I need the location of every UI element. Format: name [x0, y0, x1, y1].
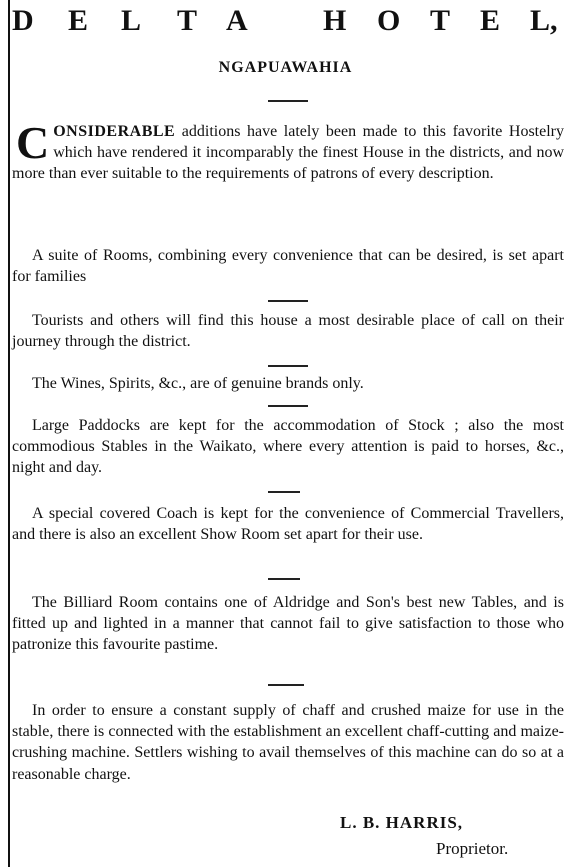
lead-word: ONSIDERABLE	[53, 123, 176, 140]
divider	[268, 300, 308, 302]
title-letter: E	[480, 4, 501, 37]
proprietor-role: Proprietor.	[436, 839, 509, 858]
paragraph-additions	[12, 117, 564, 185]
paragraph-text: additions have lately been made to this favorite Hostelry which have rendered it incomparably the finest House in the districts, and now more than ever suitable to the requirements of patrons of every description.	[12, 123, 564, 183]
title-letter: T	[177, 4, 198, 37]
title-letter: H	[323, 4, 347, 37]
title-letter: L	[121, 4, 142, 37]
paragraph-wines: The Wines, Spirits, &c., are of genuine brands only.	[32, 375, 364, 392]
paragraph-paddocks: Large Paddocks are kept for the accommodation of Stock ; also the most commodious Stables in the Waikato, where every attention is paid to horses, &c., night and day.	[12, 417, 564, 477]
drop-cap: C	[16, 117, 50, 168]
title-letter: A	[226, 4, 248, 37]
paragraph-chaff: In order to ensure a constant supply of chaff and crushed maize for use in the stable, there is connected with the establishment an excellent chaff-cutting and maize-crushing machine. Settlers wishing to avail themselves of this machine can do so at a reasonable charge.	[12, 702, 564, 783]
title-letter: O	[377, 4, 401, 37]
divider	[268, 365, 308, 367]
title-letter: D	[12, 4, 34, 37]
paragraph-coach: A special covered Coach is kept for the convenience of Commercial Travellers, and there is also an excellent Show Room set apart for their use.	[12, 505, 564, 544]
title-letter: L,	[530, 4, 558, 37]
divider	[268, 100, 308, 102]
paragraph-billiards: The Billiard Room contains one of Aldridge and Son's best new Tables, and is fitted up and lighted in a manner that cannot fail to give satisfaction to those who patronize this favourite pastime.	[12, 594, 564, 654]
divider	[268, 405, 308, 407]
title-letter: T	[430, 4, 451, 37]
divider	[268, 684, 304, 686]
divider	[268, 491, 300, 493]
paragraph-rooms: A suite of Rooms, combining every convenience that can be desired, is set apart for families	[12, 247, 564, 286]
proprietor-name: L. B. HARRIS,	[340, 813, 464, 832]
location-subtitle: NGAPUAWAHIA	[218, 59, 353, 76]
paragraph-tourists: Tourists and others will find this house a most desirable place of call on their journey through the district.	[12, 312, 564, 351]
divider	[268, 578, 300, 580]
title-letter: E	[68, 4, 89, 37]
